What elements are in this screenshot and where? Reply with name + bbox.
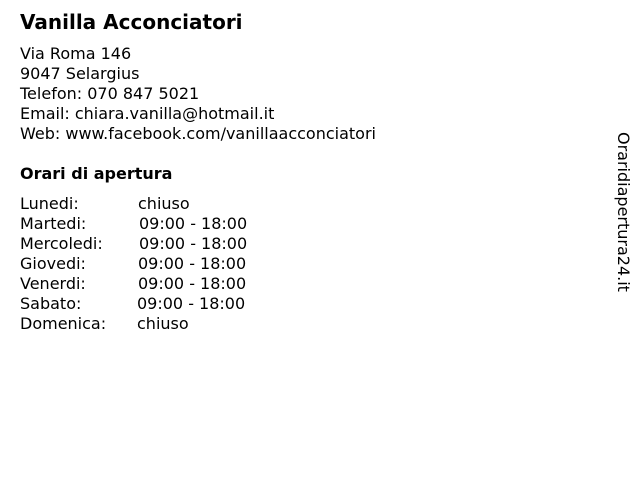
day-label: Giovedi: [20, 254, 86, 273]
contact-block [20, 44, 376, 144]
phone-line: Telefon: 070 847 5021 [20, 84, 200, 103]
email-line: Email: chiara.vanilla@hotmail.it [20, 104, 275, 123]
address-city: 9047 Selargius [20, 64, 140, 83]
day-hours: 09:00 - 18:00 [138, 274, 247, 293]
address-street: Via Roma 146 [20, 44, 132, 63]
day-hours: 09:00 - 18:00 [139, 234, 248, 253]
opening-hours-heading: Orari di apertura [20, 164, 173, 183]
day-label: Mercoledi: [20, 234, 103, 253]
day-hours: 09:00 - 18:00 [137, 294, 246, 313]
day-hours: 09:00 - 18:00 [138, 254, 247, 273]
day-label: Sabato: [20, 294, 82, 313]
site-watermark [613, 132, 633, 312]
day-hours: 09:00 - 18:00 [139, 214, 248, 233]
business-name: Vanilla Acconciatori [20, 10, 243, 34]
web-line: Web: www.facebook.com/vanillaacconciatori [20, 124, 376, 143]
day-label: Lunedi: [20, 194, 79, 213]
day-label: Venerdi: [20, 274, 86, 293]
site-watermark-text: Oraridiapertura24.it [614, 132, 633, 292]
day-label: Martedi: [20, 214, 87, 233]
day-hours: chiuso [138, 194, 190, 213]
day-label: Domenica: [20, 314, 107, 333]
day-hours: chiuso [137, 314, 189, 333]
